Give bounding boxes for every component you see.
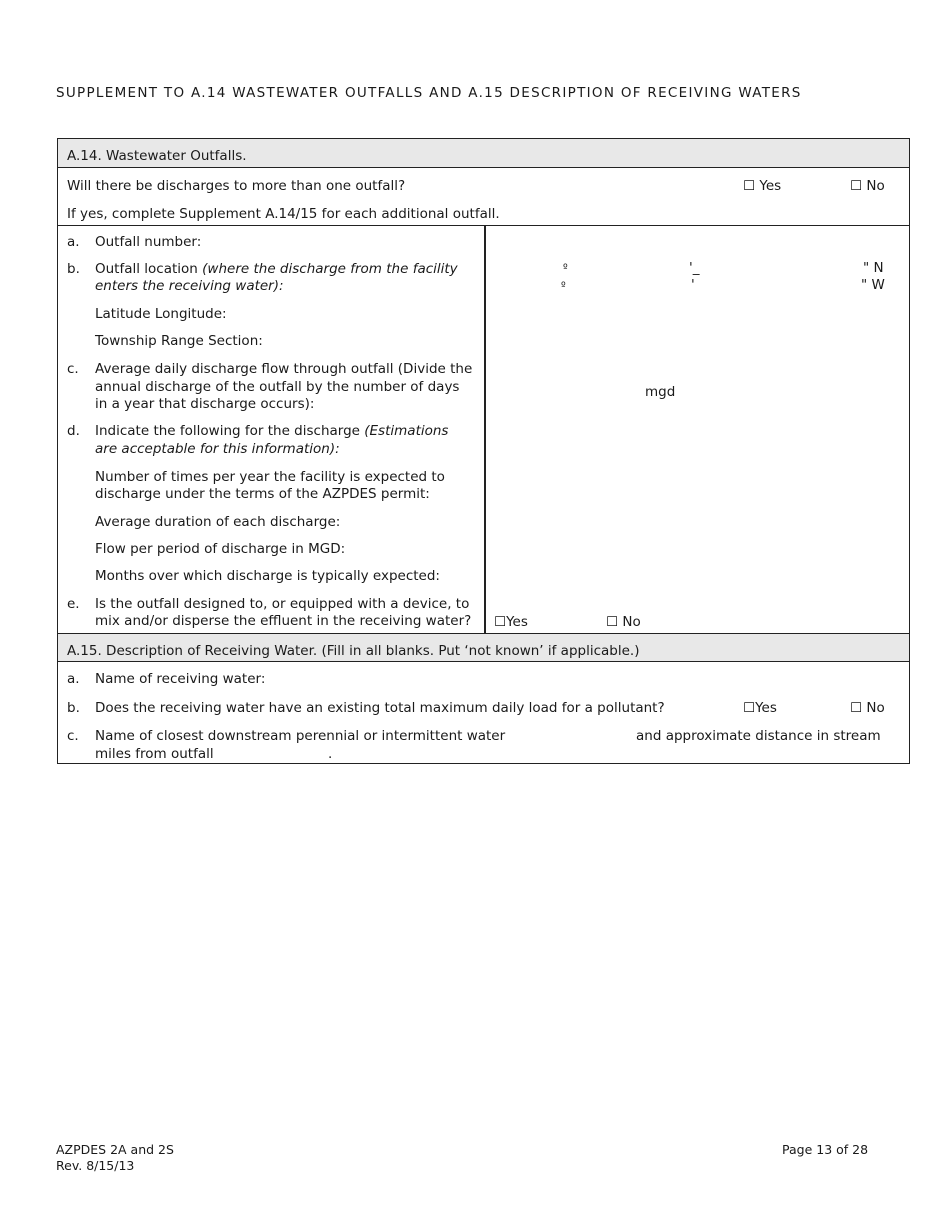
lat-long-label: Latitude Longitude:	[95, 306, 227, 322]
page-title: SUPPLEMENT TO A.14 WASTEWATER OUTFALLS AND A.15 DESCRIPTION OF RECEIVING WATERS	[56, 85, 802, 101]
mixing-device-no-checkbox[interactable]: ☐ No	[606, 614, 641, 630]
more-outfalls-yes-checkbox[interactable]: ☐ Yes	[743, 178, 782, 194]
tmdl-question: Does the receiving water have an existing total maximum daily load for a pollutant?	[95, 700, 665, 716]
item-letter: a.	[67, 671, 80, 687]
discharge-times-label: Number of times per year the facility is expected to	[95, 469, 445, 485]
latitude-degree-mark: º	[563, 263, 568, 274]
page-number: Page 13 of 28	[782, 1142, 869, 1157]
form-id: AZPDES 2A and 2S	[56, 1142, 174, 1157]
item-letter: a.	[67, 234, 80, 250]
stream-distance-label: and approximate distance in stream	[636, 728, 881, 744]
mixing-device-yes-checkbox[interactable]: ☐Yes	[494, 614, 528, 630]
tmdl-yes-checkbox[interactable]: ☐Yes	[743, 700, 777, 716]
mixing-device-label: Is the outfall designed to, or equipped with a device, to	[95, 596, 470, 612]
township-range-label: Township Range Section:	[95, 333, 263, 349]
discharge-times-label-cont: discharge under the terms of the AZPDES permit:	[95, 486, 430, 502]
section-a15-title: A.15. Description of Receiving Water. (Fill in all blanks. Put ‘not known’ if applicable.)	[67, 643, 640, 659]
mgd-unit-label: mgd	[645, 384, 676, 400]
longitude-minute-mark: '	[691, 277, 695, 293]
divider	[58, 167, 909, 168]
more-outfalls-no-checkbox[interactable]: ☐ No	[850, 178, 885, 194]
avg-discharge-label-cont: in a year that discharge occurs):	[95, 396, 315, 412]
longitude-degree-mark: º	[561, 281, 566, 292]
discharge-months-label: Months over which discharge is typically expected:	[95, 568, 440, 584]
discharge-info-label-cont: are acceptable for this information):	[95, 441, 340, 457]
outfall-location-label-cont: enters the receiving water):	[95, 278, 284, 294]
item-letter: b.	[67, 700, 80, 716]
item-letter: c.	[67, 361, 79, 377]
column-divider	[484, 225, 486, 633]
discharge-info-label: Indicate the following for the discharge (Estimations	[95, 423, 449, 439]
outfall-number-label: Outfall number:	[95, 234, 202, 250]
downstream-water-label: Name of closest downstream perennial or intermittent water	[95, 728, 506, 744]
tmdl-no-checkbox[interactable]: ☐ No	[850, 700, 885, 716]
revision-date: Rev. 8/15/13	[56, 1158, 135, 1173]
longitude-second-west: " W	[861, 277, 885, 293]
avg-discharge-label-cont: annual discharge of the outfall by the number of days	[95, 379, 460, 395]
item-letter: e.	[67, 596, 80, 612]
sentence-period: .	[328, 746, 333, 762]
latitude-minute-mark: '_	[689, 260, 700, 276]
item-letter: b.	[67, 261, 80, 277]
discharge-flow-label: Flow per period of discharge in MGD:	[95, 541, 346, 557]
outfall-location-label: Outfall location (where the discharge from the facility	[95, 261, 458, 277]
item-letter: d.	[67, 423, 80, 439]
divider	[58, 661, 909, 662]
mixing-device-label-cont: mix and/or disperse the effluent in the receiving water?	[95, 613, 472, 629]
more-outfalls-question: Will there be discharges to more than one outfall?	[67, 178, 406, 194]
receiving-water-name-label: Name of receiving water:	[95, 671, 266, 687]
latitude-second-north: " N	[863, 260, 884, 276]
item-letter: c.	[67, 728, 79, 744]
avg-discharge-label: Average daily discharge flow through outfall (Divide the	[95, 361, 473, 377]
miles-from-outfall-label: miles from outfall	[95, 746, 214, 762]
form-table	[57, 138, 910, 764]
discharge-duration-label: Average duration of each discharge:	[95, 514, 341, 530]
additional-outfall-note: If yes, complete Supplement A.14/15 for each additional outfall.	[67, 206, 500, 222]
section-a14-title: A.14. Wastewater Outfalls.	[67, 148, 247, 164]
